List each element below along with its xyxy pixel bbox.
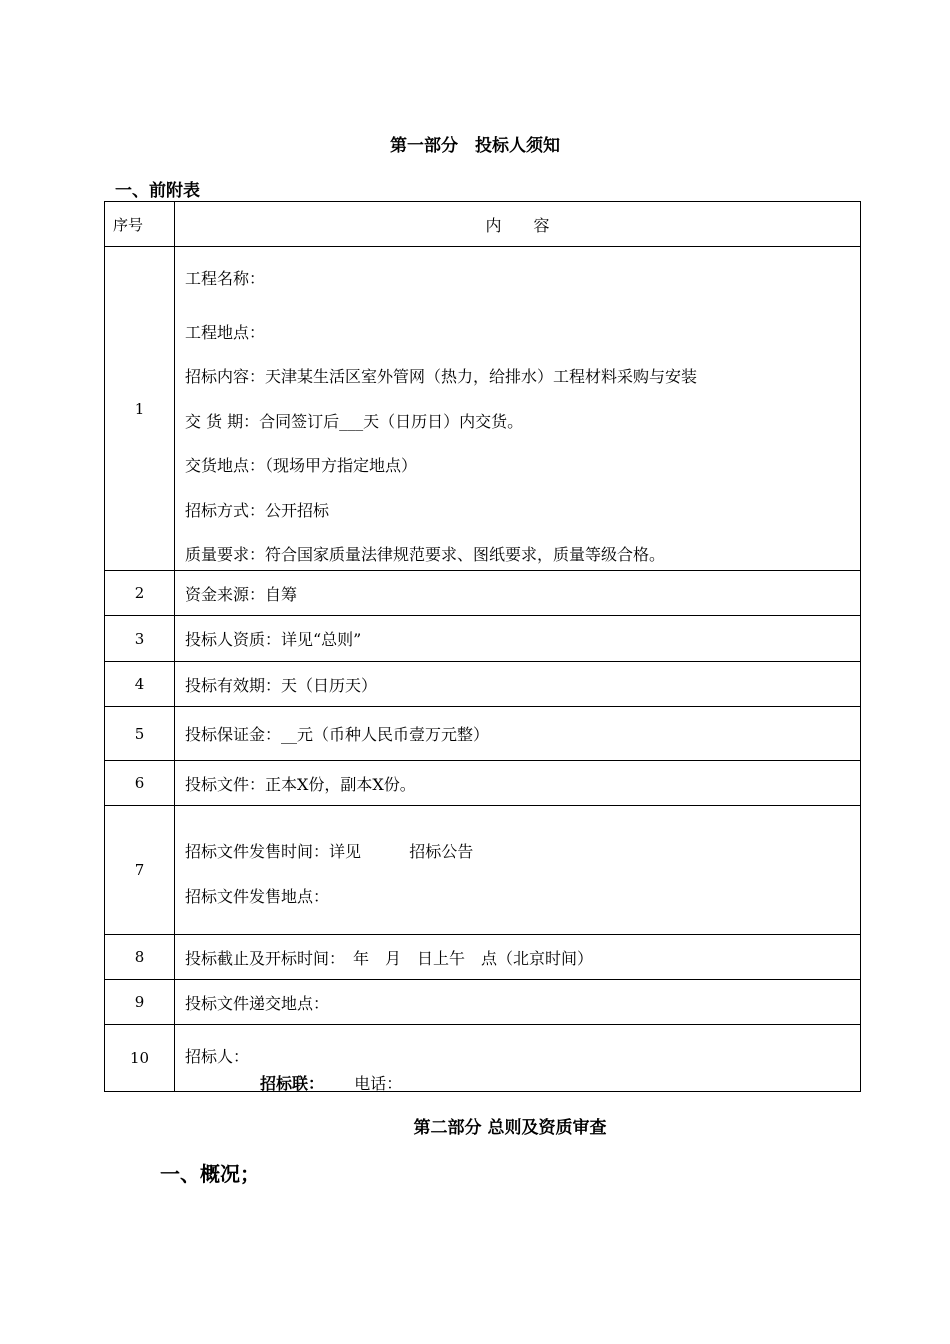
table-row xyxy=(105,247,861,571)
front-attachment-table xyxy=(104,201,861,1092)
sale-time-line xyxy=(185,839,860,862)
header-serial: 序号 xyxy=(105,202,175,247)
row-content xyxy=(175,806,861,935)
row-number: 8 xyxy=(105,935,175,980)
funding-source: 资金来源：自筹 xyxy=(175,571,861,616)
row-number: 3 xyxy=(105,616,175,662)
table-row xyxy=(105,761,861,806)
contact-label: 招标联： xyxy=(260,1074,325,1093)
deadline-opening-time: 投标截止及开标时间： 年 月 日上午 点（北京时间） xyxy=(175,935,861,980)
row-number: 4 xyxy=(105,662,175,707)
table-row xyxy=(105,980,861,1025)
submission-location: 投标文件递交地点： xyxy=(175,980,861,1025)
part1-title: 第一部分 投标人须知 xyxy=(390,136,560,156)
sale-location: 招标文件发售地点： xyxy=(185,887,330,906)
row-number: 6 xyxy=(105,761,175,806)
project-location: 工程地点： xyxy=(185,323,266,342)
header-content: 内 容 xyxy=(175,202,861,247)
delivery-period: 交 货 期：合同签订后___天（日历日）内交货。 xyxy=(185,412,524,431)
bid-validity: 投标有效期：天（日历天） xyxy=(175,662,861,707)
bid-announcement: 招标公告 xyxy=(409,842,474,861)
row-number: 1 xyxy=(105,247,175,571)
table-row xyxy=(105,662,861,707)
table-row xyxy=(105,571,861,616)
row-content xyxy=(175,247,861,571)
bidder-qualification: 投标人资质：详见“总则” xyxy=(175,616,861,662)
row-number: 10 xyxy=(105,1025,175,1092)
bid-documents: 投标文件：正本X份，副本X份。 xyxy=(175,761,861,806)
table-row xyxy=(105,707,861,761)
sale-time: 招标文件发售时间：详见 xyxy=(185,842,362,861)
row-number: 5 xyxy=(105,707,175,761)
contact-line xyxy=(260,1071,402,1094)
bid-content: 招标内容：天津某生活区室外管网（热力，给排水）工程材料采购与安装 xyxy=(185,367,698,386)
table-row xyxy=(105,616,861,662)
row-number: 2 xyxy=(105,571,175,616)
section-heading-overview: 一、概况； xyxy=(160,1162,260,1186)
row-number: 7 xyxy=(105,806,175,935)
bid-bond: 投标保证金：__元（币种人民币壹万元整） xyxy=(175,707,861,761)
bidding-method: 招标方式：公开招标 xyxy=(185,501,330,520)
delivery-location: 交货地点：（现场甲方指定地点） xyxy=(185,456,418,475)
tenderer: 招标人： xyxy=(185,1047,250,1066)
table-row xyxy=(105,935,861,980)
part2-title: 第二部分 总则及资质审查 xyxy=(413,1118,607,1138)
project-name: 工程名称： xyxy=(185,269,266,288)
section-heading-front-table: 一、前附表 xyxy=(115,181,200,201)
row-content xyxy=(175,1025,861,1092)
phone-label: 电话： xyxy=(354,1074,403,1093)
row-number: 9 xyxy=(105,980,175,1025)
table-row xyxy=(105,1025,861,1092)
table-row xyxy=(105,806,861,935)
table-header-row xyxy=(105,202,861,247)
quality-requirement: 质量要求：符合国家质量法律规范要求、图纸要求，质量等级合格。 xyxy=(185,545,666,564)
